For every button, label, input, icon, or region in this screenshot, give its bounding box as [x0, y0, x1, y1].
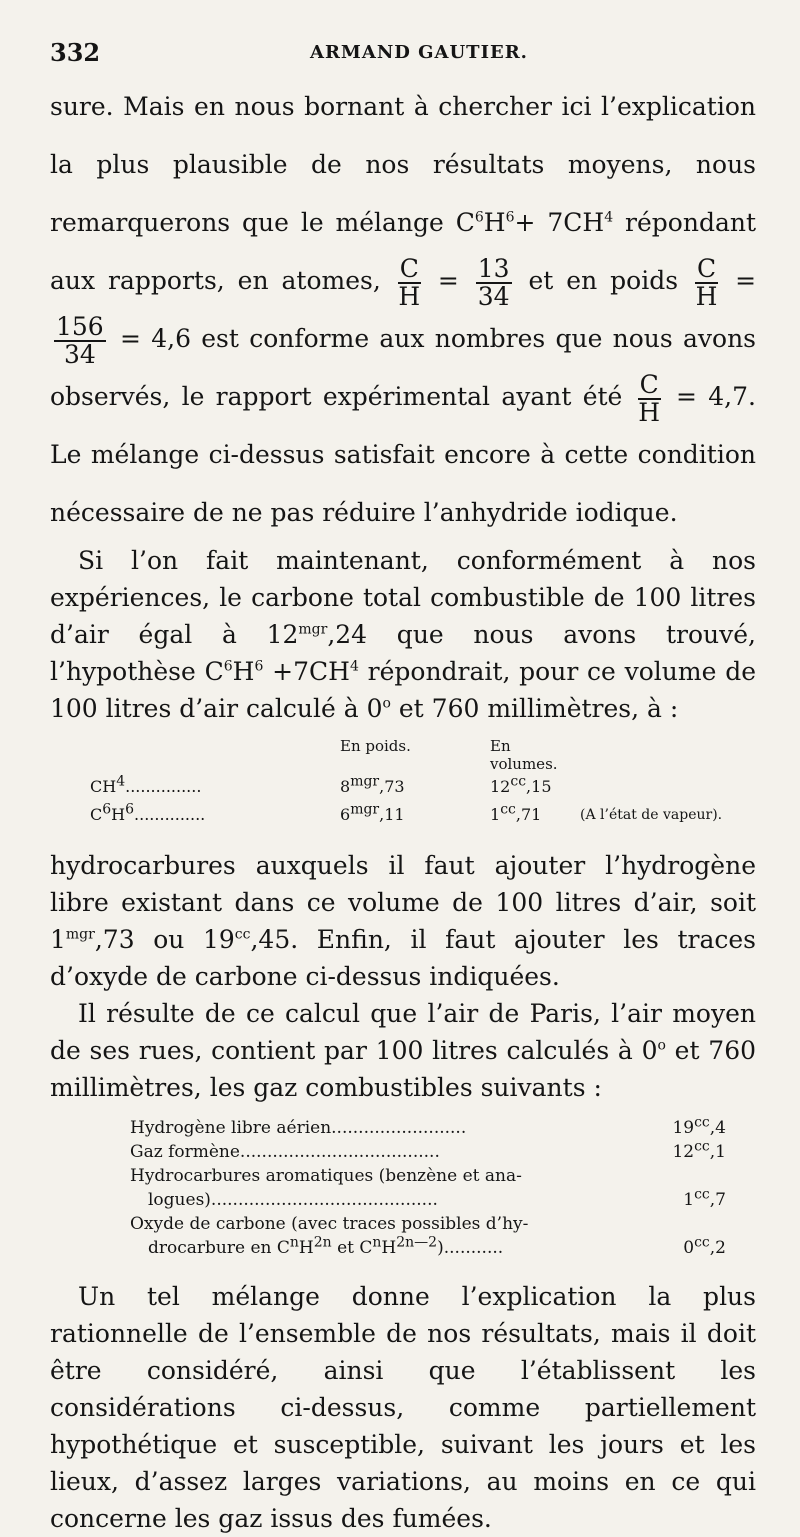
paragraph-3	[50, 847, 756, 995]
table-header-spacer	[90, 737, 340, 773]
column-header-mass: En poids.	[340, 737, 411, 755]
row-value	[666, 1188, 726, 1212]
superscript: 4	[604, 209, 614, 226]
row-label	[90, 801, 340, 829]
unit-superscript: mgr	[298, 621, 328, 638]
row-label: logues)..........................................	[148, 1190, 438, 1210]
degree-sign: o	[382, 695, 391, 712]
mass-value	[340, 773, 490, 801]
superscript: 6	[505, 209, 515, 226]
paragraph-text: + 7CH	[514, 208, 605, 237]
superscript: 2n—2	[396, 1234, 438, 1251]
fraction-numerator: 156	[56, 311, 104, 341]
table-row	[130, 1116, 726, 1140]
value-text: ,7	[709, 1190, 726, 1210]
fraction-numerator: C	[696, 253, 717, 283]
fraction-denominator: H	[398, 281, 421, 311]
unit-superscript: cc	[694, 1186, 710, 1203]
paragraph-4	[50, 995, 756, 1106]
paragraph-text: répondrait, pour ce volume de 100 litres d’air calculé à 0	[50, 657, 756, 723]
paragraph-text: H	[232, 657, 255, 686]
fraction-denominator: 34	[63, 339, 96, 369]
superscript: n	[289, 1234, 299, 1251]
fraction-denominator: H	[695, 281, 718, 311]
value-text: ,2	[709, 1238, 726, 1258]
page-header	[50, 38, 750, 74]
formula-text: CH	[90, 777, 117, 796]
paragraph-text: H	[483, 208, 506, 237]
equals-sign: =	[437, 266, 459, 295]
paragraph-2	[50, 542, 756, 727]
fraction-c-over-h	[695, 253, 718, 311]
row-value	[666, 1236, 726, 1260]
unit-superscript: cc	[694, 1234, 710, 1251]
value-text: ,1	[709, 1142, 726, 1162]
column-header-volume: En volumes.	[490, 737, 558, 773]
paragraph-5: Un tel mélange donne l’explication la plus rationnelle de l’ensemble de nos résultats, mais il doit être considéré, ainsi que l’établissent les considérations ci-dessus, comme partiellement hypothétique et susceptible, suivant les jours et les lieux, d’assez larges variations, au moins en ce qui concerne les gaz issus des fumées.	[50, 1282, 756, 1533]
table-row	[130, 1212, 726, 1236]
formula-text: H	[111, 805, 126, 824]
superscript: 6	[223, 658, 233, 675]
value-text: 1	[490, 805, 501, 824]
table-row	[90, 773, 756, 801]
row-label	[148, 1236, 503, 1260]
fraction-c-over-h	[638, 369, 661, 427]
superscript: 4	[349, 658, 359, 675]
superscript: n	[372, 1234, 382, 1251]
hydrocarbon-table	[90, 737, 756, 829]
row-label: Oxyde de carbone (avec traces possibles d’hy-	[130, 1214, 529, 1234]
combustible-gases-table	[130, 1116, 726, 1260]
leader-dots: )...........	[437, 1238, 504, 1258]
row-value	[666, 1116, 726, 1140]
row-value	[666, 1140, 726, 1164]
fraction-numerator: C	[639, 369, 659, 399]
value-text: ,11	[379, 805, 405, 824]
table-row	[130, 1164, 726, 1188]
mass-value	[340, 801, 490, 829]
page-body	[50, 78, 756, 1537]
paragraph-text: Si l’on fait maintenant, conformément à nos expériences, le carbone total combustible de 100 litres d’air égal à 12	[50, 546, 756, 649]
value-text: 19	[672, 1118, 695, 1138]
paragraph-text: Il résulte de ce calcul que l’air de Paris, l’air moyen de ses rues, contient par 100 litres calculés à 0	[50, 999, 756, 1065]
fraction-numerator: C	[399, 253, 419, 283]
degree-sign: o	[657, 1037, 666, 1054]
fraction-c-over-h	[398, 253, 421, 311]
value-text: ,15	[526, 777, 552, 796]
superscript: 2n	[313, 1234, 332, 1251]
formula-text: C	[90, 805, 103, 824]
unit-superscript: mgr	[350, 773, 380, 790]
unit-superscript: cc	[694, 1114, 710, 1131]
leader-dots: ..............	[134, 805, 206, 824]
table-row	[130, 1140, 726, 1164]
row-value	[666, 1164, 726, 1188]
value-text: 0	[683, 1238, 695, 1258]
row-note: (A l’état de vapeur).	[580, 807, 723, 823]
page-number: 332	[50, 38, 101, 67]
formula-text: et C	[331, 1238, 373, 1258]
paragraph-text: hydrocarbures auxquels il faut ajouter l’hydrogène libre existant dans ce volume de 100 litres d’air, soit 1	[50, 851, 756, 954]
unit-superscript: cc	[694, 1138, 710, 1155]
formula-text: H	[381, 1238, 397, 1258]
paragraph-text: est conforme aux nombres que nous avons observés, le rapport expérimental ayant été	[50, 324, 757, 411]
table-row	[90, 801, 756, 829]
paragraph-text: et 760 millimètres, à :	[390, 694, 679, 723]
superscript: 4	[116, 773, 126, 790]
fraction-denominator: 34	[477, 281, 510, 311]
volume-value	[490, 801, 580, 829]
fraction-156-over-34	[54, 311, 106, 369]
paragraph-text: et en poids	[528, 266, 679, 295]
value-text: 6	[340, 805, 351, 824]
value-text: ,71	[515, 805, 542, 824]
paragraph-text: +7CH	[263, 657, 350, 686]
value-text: 1	[683, 1190, 695, 1210]
unit-superscript: cc	[234, 926, 251, 943]
paragraph-text: ,24 que nous avons trouvé, l’hypothèse C	[50, 620, 756, 686]
ratio-value: = 4,6	[120, 324, 191, 353]
running-head: ARMAND GAUTIER.	[310, 42, 528, 63]
paragraph-text: ,45. Enfin, il faut ajouter les traces d’oxyde de carbone ci-dessus indiquées.	[50, 925, 756, 991]
equals-sign: =	[735, 266, 757, 295]
paragraph-text: répondant aux rapports, en atomes,	[50, 208, 757, 295]
fraction-13-over-34	[476, 253, 512, 311]
paragraph-text: et 760 millimètres, les gaz combustibles suivants :	[50, 1036, 756, 1102]
value-text: 8	[340, 777, 351, 796]
formula-text: drocarbure en C	[148, 1238, 290, 1258]
table-row	[130, 1236, 726, 1260]
unit-superscript: mgr	[65, 926, 95, 943]
superscript: 6	[102, 801, 112, 818]
row-label	[90, 773, 340, 801]
paragraph-text: ,73 ou 19	[94, 925, 235, 954]
value-text: 12	[672, 1142, 695, 1162]
row-label: Hydrogène libre aérien.........................	[130, 1118, 467, 1138]
paragraph-text: Le mélange ci-dessus satisfait encore à cette condition nécessaire de ne pas réduire l’anhydride iodique.	[50, 440, 756, 527]
formula-text: H	[298, 1238, 314, 1258]
row-value	[666, 1212, 726, 1236]
fraction-numerator: 13	[477, 253, 510, 283]
row-label: Hydrocarbures aromatiques (benzène et ana-	[130, 1166, 522, 1186]
unit-superscript: cc	[510, 773, 527, 790]
unit-superscript: mgr	[350, 801, 380, 818]
fraction-denominator: H	[638, 397, 661, 427]
table-row	[130, 1188, 726, 1212]
superscript: 6	[254, 658, 264, 675]
leader-dots: ...............	[125, 777, 202, 796]
unit-superscript: cc	[500, 801, 516, 818]
superscript: 6	[125, 801, 135, 818]
superscript: 6	[474, 209, 484, 226]
value-text: ,4	[709, 1118, 726, 1138]
paragraph-text: sure. Mais en nous bornant à chercher ici l’explication la plus plausible de nos résultats moyens, nous remarquerons que le mélange C	[50, 92, 756, 237]
row-label: Gaz formène.....................................	[130, 1142, 440, 1162]
value-text: 12	[490, 777, 511, 796]
paragraph-1	[50, 78, 756, 542]
volume-value	[490, 773, 580, 801]
ratio-value: = 4,7.	[676, 382, 756, 411]
value-text: ,73	[379, 777, 405, 796]
table-header	[90, 737, 756, 773]
